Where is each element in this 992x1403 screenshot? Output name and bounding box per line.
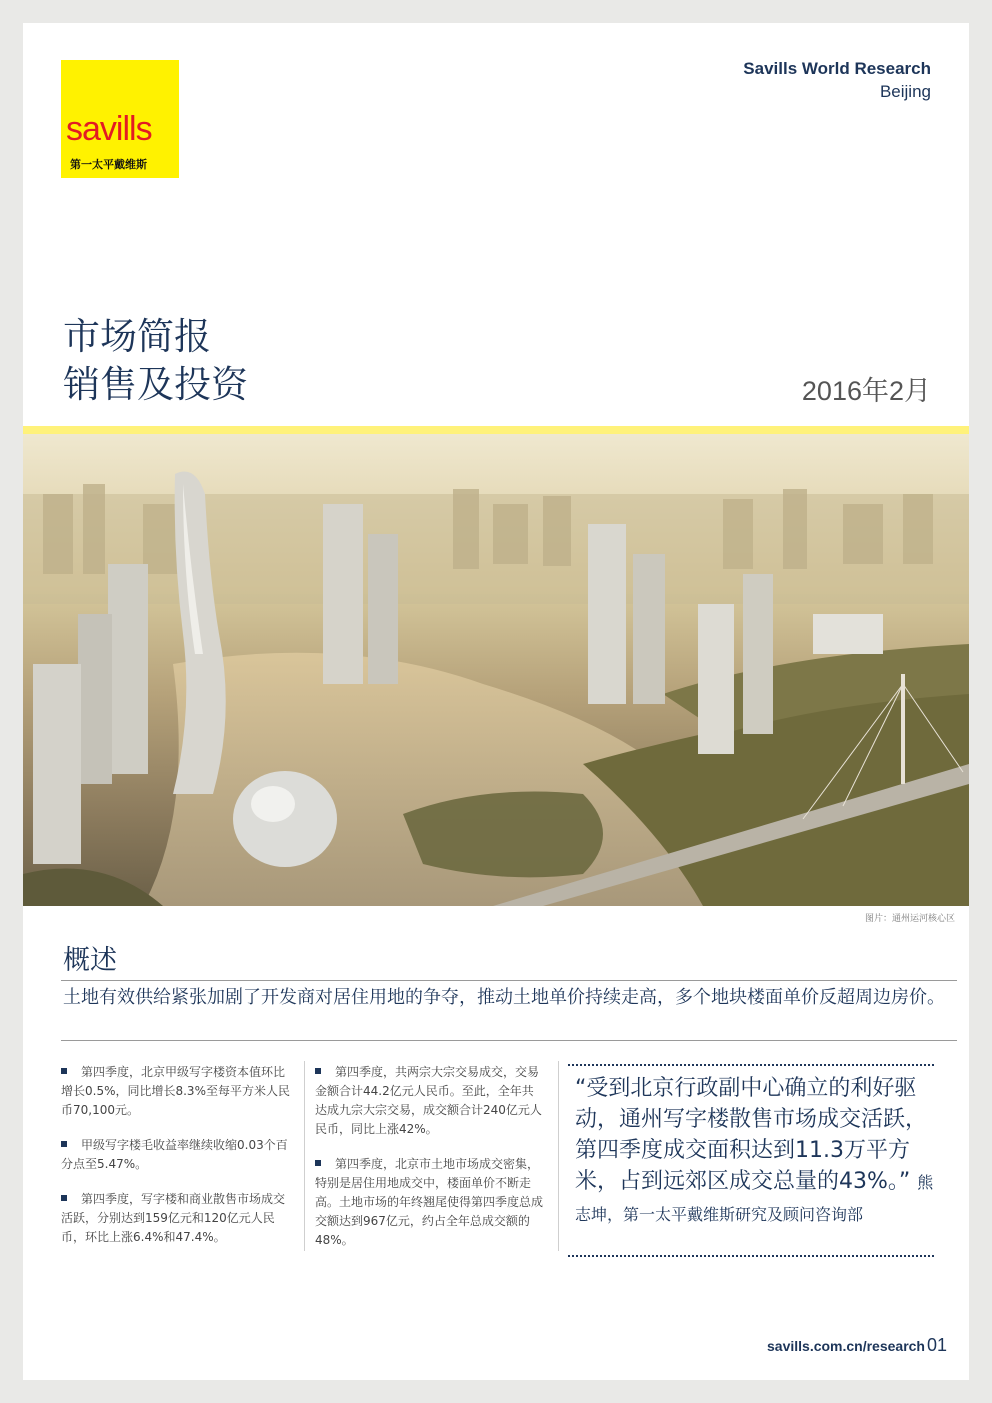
report-date: 2016年2月 bbox=[801, 376, 931, 406]
overview-summary: 土地有效供给紧张加剧了开发商对居住用地的争夺，推动土地单价持续走高，多个地块楼面单价反超周边房价。 bbox=[63, 987, 945, 1008]
report-title-line2: 销售及投资 bbox=[63, 363, 248, 406]
list-item: 第四季度，共两宗大宗交易成交，交易金额合计44.2亿元人民币。至此，全年共达成九宗大宗交易，成交额合计240亿元人民币，同比上涨42%。 bbox=[315, 1065, 542, 1136]
list-item: 第四季度，写字楼和商业散售市场成交活跃，分别达到159亿元和120亿元人民币，环比上涨6.4%和47.4%。 bbox=[61, 1192, 286, 1244]
column-divider bbox=[304, 1061, 305, 1251]
overview-top-rule bbox=[61, 980, 957, 981]
bullet-column-2 bbox=[315, 1063, 545, 1266]
bullet-square-icon bbox=[61, 1195, 67, 1201]
overview-heading: 概述 bbox=[63, 945, 117, 976]
footer-url[interactable]: savills.com.cn/research bbox=[767, 1338, 925, 1354]
hero-image bbox=[23, 434, 969, 906]
list-item: 甲级写字楼毛收益率继续收缩0.03个百分点至5.47%。 bbox=[61, 1138, 288, 1171]
column-divider bbox=[558, 1061, 559, 1251]
bullet-square-icon bbox=[61, 1141, 67, 1147]
page-number: 01 bbox=[926, 1335, 947, 1355]
bullet-square-icon bbox=[315, 1160, 321, 1166]
report-title bbox=[63, 313, 248, 409]
image-caption: 图片：通州运河核心区 bbox=[864, 914, 955, 924]
yellow-divider bbox=[23, 426, 969, 434]
report-title-line1: 市场简报 bbox=[63, 315, 211, 358]
quote-bottom-dotted-rule bbox=[568, 1255, 934, 1257]
bullet-square-icon bbox=[61, 1068, 67, 1074]
research-city: Beijing bbox=[879, 82, 931, 101]
savills-logo bbox=[61, 60, 179, 178]
bullet-column-1 bbox=[61, 1063, 291, 1263]
overview-bottom-rule bbox=[61, 1040, 957, 1041]
list-item: 第四季度，北京甲级写字楼资本值环比增长0.5%，同比增长8.3%至每平方米人民币70,100元。 bbox=[61, 1065, 290, 1117]
report-page bbox=[23, 23, 969, 1380]
list-item: 第四季度，北京市土地市场成交密集，特别是居住用地成交中，楼面单价不断走高。土地市场的年终翘尾使得第四季度总成交额达到967亿元，约占全年总成交额的48%。 bbox=[315, 1157, 544, 1247]
logo-subtitle: 第一太平戴维斯 bbox=[70, 158, 147, 171]
research-title: Savills World Research bbox=[743, 59, 931, 78]
quote-text: “受到北京行政副中心确立的利好驱动，通州写字楼散售市场成交活跃，第四季度成交面积达到11.3万平方米，占到远郊区成交总量的43%。” bbox=[575, 1076, 928, 1194]
quote-attribution: 熊志坤，第一太平戴维斯研究及顾问咨询部 bbox=[575, 1173, 934, 1224]
logo-wordmark: savills bbox=[66, 110, 152, 148]
bullet-square-icon bbox=[315, 1068, 321, 1074]
pull-quote bbox=[575, 1073, 940, 1230]
quote-top-dotted-rule bbox=[568, 1064, 934, 1066]
